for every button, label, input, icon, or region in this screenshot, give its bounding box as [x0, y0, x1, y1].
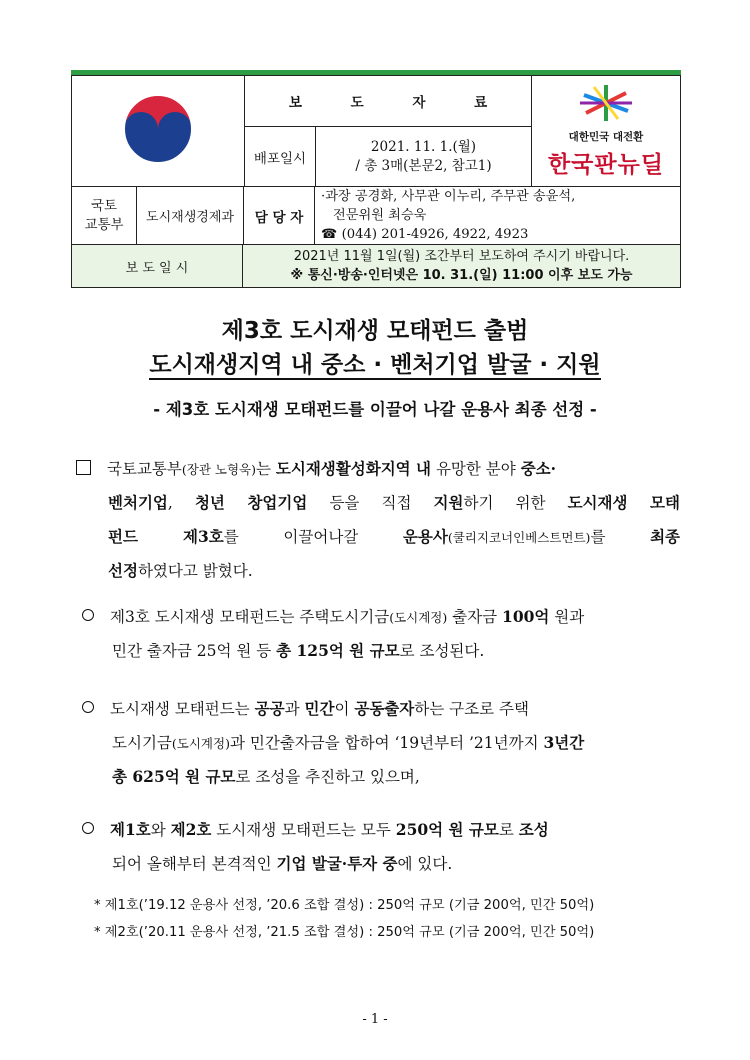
text-run: 도시재생 모태	[567, 493, 680, 512]
contact-phone: ☎ (044) 201-4926, 4922, 4923	[321, 227, 529, 242]
text-run: 와	[150, 821, 171, 839]
text-run: 공동출자	[354, 699, 415, 718]
headline-line-2-wrap	[0, 346, 750, 379]
text-run: 제2호	[170, 820, 212, 839]
square-bullet-icon	[76, 460, 91, 475]
release-date: 2021. 11. 1.(월)	[370, 138, 477, 155]
text-run: 민간	[304, 699, 335, 718]
release-date-label: 배포일시	[245, 127, 316, 187]
text-run: 최종	[650, 527, 681, 546]
text-run: 로	[498, 821, 519, 839]
release-date-value	[316, 127, 532, 187]
footnote-fund-2: * 제2호(’20.11 운용사 선정, ’21.5 조합 결성) : 250억 규모 (기금 200억, 민간 50억)	[94, 925, 595, 940]
circle-bullet-icon	[82, 701, 94, 713]
text-run: 250억 원 규모	[395, 820, 499, 839]
text-run: 펀드 제3호	[108, 527, 224, 546]
text-run: 출자금	[447, 608, 503, 626]
text-run: 지원	[433, 493, 464, 512]
contact-row	[72, 187, 681, 245]
text-run: 민간 출자금 25억 원 등	[112, 642, 277, 660]
text-run: 이	[334, 700, 355, 718]
text-run: (쿨리지코너인베스트먼트)	[447, 530, 591, 545]
text-run: 유망한 분야	[431, 460, 521, 478]
text-run: 선정	[108, 561, 138, 580]
text-run: 조성	[518, 820, 549, 839]
text-run: 공공	[254, 699, 285, 718]
text-run: 3년간	[543, 733, 585, 752]
lead-paragraph	[76, 452, 680, 588]
embargo-line-1: 2021년 11월 1일(월) 조간부터 보도하여 주시기 바랍니다.	[293, 249, 630, 264]
release-page-count: / 총 3매(본문2, 참고1)	[355, 157, 492, 174]
text-run: 기업 발굴·투자 중	[276, 854, 398, 873]
text-run: ,	[167, 494, 195, 512]
text-run: 를	[590, 528, 651, 546]
text-run: 과 민간출자금을 합하여 ‘19년부터 ’21년까지	[229, 734, 544, 752]
bullet-3	[82, 813, 680, 881]
text-run: 총 625억 원 규모	[112, 767, 236, 786]
text-run: 원과	[549, 608, 585, 626]
text-run: 등을 직접	[307, 494, 434, 512]
text-run: 하는 구조로 주택	[414, 700, 529, 718]
embargo-details	[243, 245, 681, 287]
text-run: 100억	[502, 607, 550, 626]
text-run: 중소·	[520, 459, 557, 478]
text-run: 에 있다.	[397, 855, 453, 873]
contact-names-2: 전문위원 최승욱	[333, 208, 427, 223]
headline-line-1: 제3호 도시재생 모태펀드 출범	[221, 318, 529, 344]
headline-subtitle: - 제3호 도시재생 모태펀드를 이끌어 나갈 운용사 최종 선정 -	[153, 400, 597, 419]
text-run: (도시계정)	[389, 610, 448, 625]
text-run: 국토교통부	[107, 460, 182, 478]
press-header-table	[71, 75, 681, 288]
bullet-1	[82, 600, 680, 668]
text-run: 벤처기업	[108, 493, 168, 512]
text-run: 하였다고 밝혔다.	[137, 562, 253, 580]
text-run: 는	[255, 460, 276, 478]
embargo-line-2: ※ 통신·방송·인터넷은 10. 31.(일) 11:00 이후 보도 가능	[290, 268, 633, 283]
text-run: 총 125억 원 규모	[276, 641, 400, 660]
bullet-3-line-1	[82, 813, 680, 847]
bullet-1-line-2	[82, 634, 680, 668]
bullet-3-line-2	[82, 847, 680, 881]
lead-line-1	[76, 452, 680, 486]
text-run: 도시재생 모태펀드는 모두	[211, 821, 396, 839]
text-run: 제3호 도시재생 모태펀드는 주택도시기금	[110, 608, 390, 626]
lead-line-3	[76, 520, 680, 554]
bullet-1-line-1	[82, 600, 680, 634]
text-run: 로 조성된다.	[399, 642, 485, 660]
circle-bullet-icon	[82, 609, 94, 621]
text-run: 도시재생 모태펀드는	[110, 700, 255, 718]
contact-names-1: ·과장 공경화, 사무관 이누리, 주무관 송윤석,	[321, 189, 576, 204]
contact-details	[315, 187, 681, 244]
contact-label: 담 당 자	[244, 187, 315, 244]
bullet-2-line-2	[82, 726, 680, 760]
text-run: 되어 올해부터 본격적인	[112, 855, 277, 873]
brand-slogan: 대한민국 대전환	[568, 131, 644, 143]
new-deal-logo-icon	[576, 83, 636, 123]
text-run: 하기 위한	[463, 494, 568, 512]
bullet-2-line-1	[82, 692, 680, 726]
footnote-fund-1: * 제1호(’19.12 운용사 선정, ’20.6 조합 결성) : 250억 규모 (기금 200억, 민간 50억)	[94, 898, 595, 913]
lead-line-2	[76, 486, 680, 520]
bullet-2	[82, 692, 680, 794]
page-number: - 1 -	[362, 1012, 388, 1027]
embargo-label: 보 도 일 시	[72, 245, 243, 287]
text-run: 도시재생활성화지역 내	[275, 459, 432, 478]
text-run: 를 이끌어나갈	[223, 528, 403, 546]
text-run: (도시계정)	[171, 736, 230, 751]
press-release-title: 보 도 자 료	[245, 76, 532, 127]
text-run: 청년 창업기업	[194, 493, 308, 512]
embargo-row	[72, 245, 681, 288]
headline-line-2: 도시재생지역 내 중소 · 벤처기업 발굴 · 지원	[149, 352, 601, 378]
brand-name: 한국판뉴딜	[547, 152, 665, 178]
text-run: (장관 노형욱)	[181, 462, 256, 477]
text-run: 과	[284, 700, 305, 718]
government-emblem-cell	[72, 76, 245, 187]
circle-bullet-icon	[82, 822, 94, 834]
bullet-2-line-3	[82, 760, 680, 794]
korean-new-deal-brand	[532, 76, 681, 187]
department-name: 도시재생경제과	[137, 187, 244, 244]
text-run: 운용사	[402, 527, 448, 546]
lead-line-4	[76, 554, 680, 588]
text-run: 제1호	[110, 820, 151, 839]
text-run: 도시기금	[112, 734, 172, 752]
department-org: 국토 교통부	[72, 187, 137, 244]
text-run: 로 조성을 추진하고 있으며,	[235, 768, 420, 786]
government-emblem-icon	[118, 89, 198, 169]
